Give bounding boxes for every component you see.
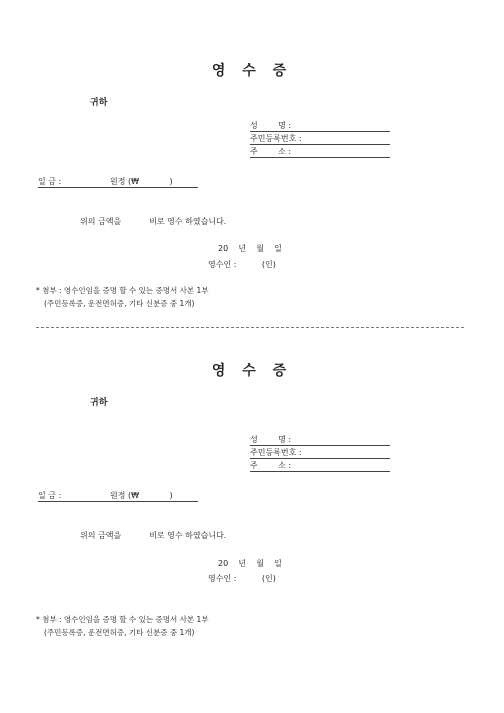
- resident-number-field: [250, 447, 390, 459]
- receipt-title: 영 수 증: [211, 63, 293, 79]
- attachment-note: * 첨부 : 영수인임을 증명 할 수 있는 증명서 사본 1부: [36, 286, 209, 295]
- amount-field: [38, 490, 198, 502]
- name-field-label: 성 명 :: [250, 121, 292, 130]
- name-field: [250, 434, 390, 446]
- amount-unit: 원정 (₩ ): [110, 491, 173, 500]
- address-field-label: 주 소 :: [250, 461, 292, 470]
- receipt-top: [0, 0, 504, 330]
- name-field-label: 성 명 :: [250, 435, 292, 444]
- resident-number-field: [250, 133, 390, 145]
- addressee-label: 귀하: [90, 398, 108, 408]
- date-line: 20 년 월 일: [218, 559, 282, 568]
- address-field: [250, 146, 390, 158]
- attachment-note-detail: (주민등록증, 운전면허증, 기타 신분증 중 1개): [44, 299, 195, 308]
- received-statement: 위의 금액을 비로 영수 하였습니다.: [80, 531, 227, 540]
- amount-unit: 원정 (₩ ): [110, 177, 173, 186]
- amount-label: 일 금 :: [38, 177, 62, 186]
- date-line: 20 년 월 일: [218, 244, 282, 253]
- addressee-label: 귀하: [90, 98, 108, 108]
- attachment-note-detail: (주민등록증, 운전면허증, 기타 신분증 중 1개): [44, 628, 195, 637]
- amount-field: [38, 176, 198, 188]
- receipt-title: 영 수 증: [211, 363, 293, 379]
- amount-label: 일 금 :: [38, 491, 62, 500]
- address-field-label: 주 소 :: [250, 147, 292, 156]
- address-field: [250, 460, 390, 472]
- received-statement: 위의 금액을 비로 영수 하였습니다.: [80, 217, 227, 226]
- resident-number-field-label: 주민등록번호 :: [250, 134, 302, 143]
- receipt-bottom: [0, 300, 504, 637]
- receiver-signature: 영수인 : (인): [208, 574, 276, 583]
- name-field: [250, 120, 390, 132]
- receiver-signature: 영수인 : (인): [208, 260, 276, 269]
- attachment-note: * 첨부 : 영수인임을 증명 할 수 있는 증명서 사본 1부: [36, 615, 209, 624]
- resident-number-field-label: 주민등록번호 :: [250, 448, 302, 457]
